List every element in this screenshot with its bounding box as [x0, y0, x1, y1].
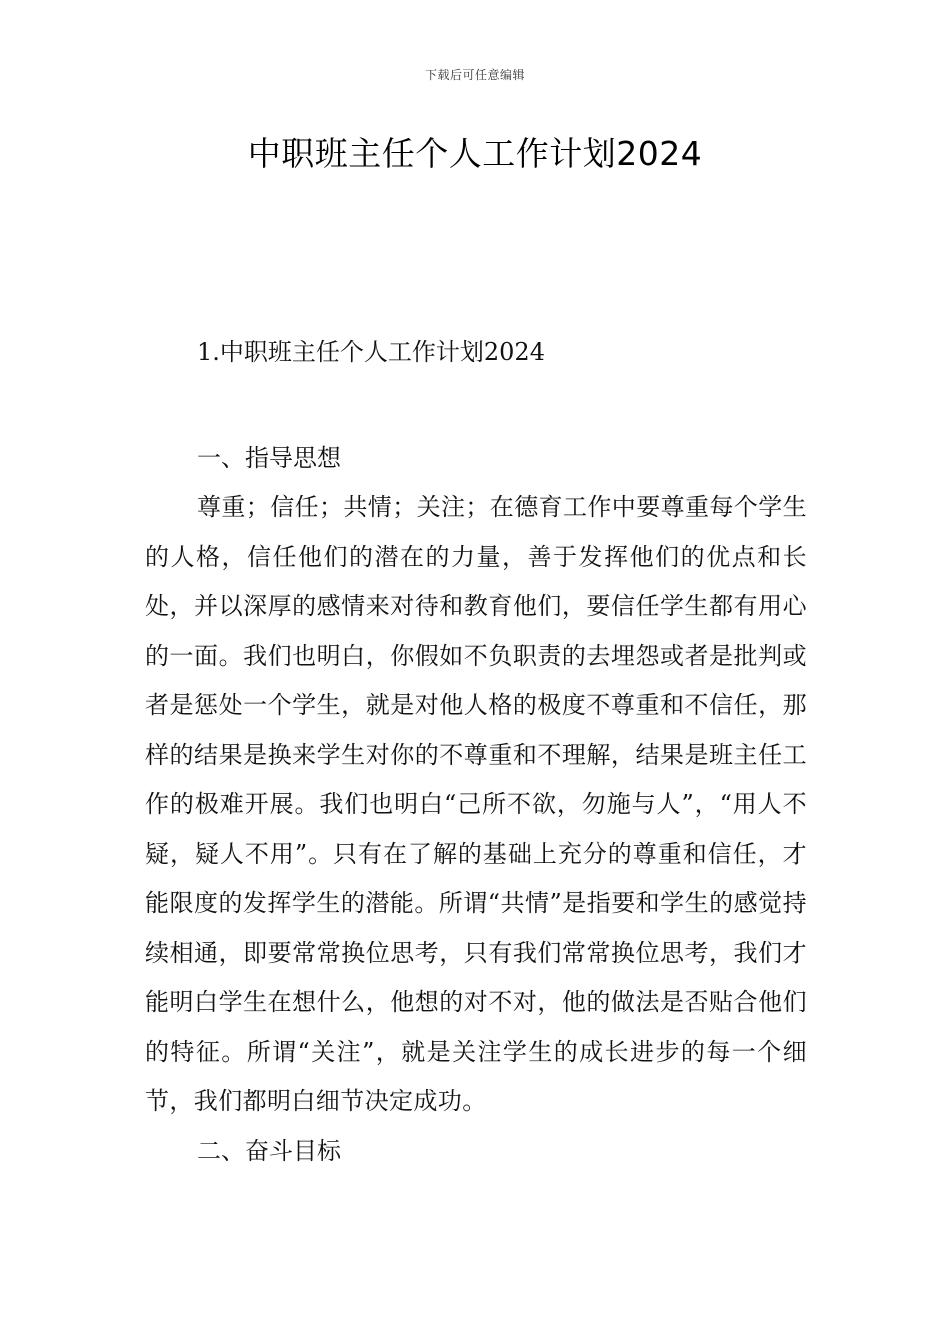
page-header-note: 下载后可任意编辑 — [424, 68, 525, 82]
document-subtitle: 1.中职班主任个人工作计划2024 — [197, 338, 545, 366]
section-heading-goals: 二、奋斗目标 — [197, 1136, 341, 1165]
section-heading-guiding-thought: 一、指导思想 — [197, 443, 341, 472]
document-body — [145, 328, 807, 1176]
spacer — [145, 378, 807, 434]
document-title: 中职班主任个人工作计划2024 — [247, 134, 703, 173]
section-paragraph-guiding-thought: 尊重；信任；共情；关注；在德育工作中要尊重每个学生的人格，信任他们的潜在的力量，善于发挥他们的优点和长处，并以深厚的感情来对待和教育他们，要信任学生都有用心的一面。我们也明白，你假如不负职责的去埋怨或者是批判或者是惩处一个学生，就是对他人格的极度不尊重和不信任，那样的结果是换来学生对你的不尊重和不理解，结果是班主任工作的极难开展。我们也明白“己所不欲，勿施与人”，“用人不疑，疑人不用”。只有在了解的基础上充分的尊重和信任，才能限度的发挥学生的潜能。所谓“共情”是指要和学生的感觉持续相通，即要常常换位思考，只有我们常常换位思考，我们才能明白学生在想什么，他想的对不对，他的做法是否贴合他们的特征。所谓“关注”，就是关注学生的成长进步的每一个细节，我们都明白细节决定成功。 — [145, 493, 807, 1115]
